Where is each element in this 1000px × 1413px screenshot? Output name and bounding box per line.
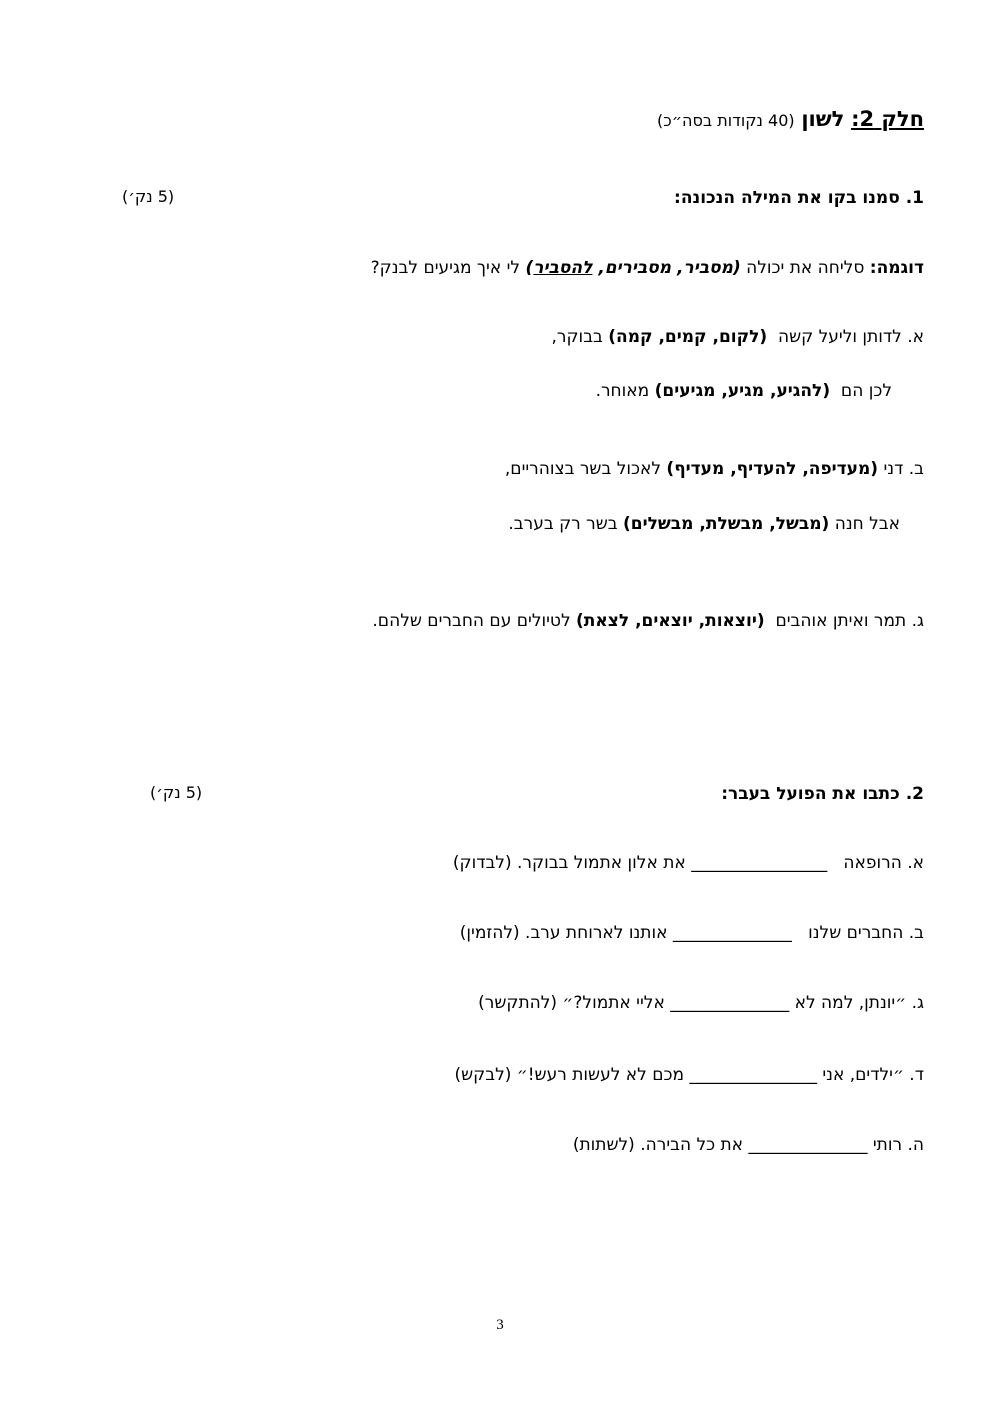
- item-options[interactable]: (לקום, קמים, קמה): [608, 327, 768, 347]
- q2-item: [455, 1064, 925, 1086]
- item-prefix: א. לדותן וליעל קשה: [778, 327, 924, 347]
- answer-blank[interactable]: ______________: [670, 993, 790, 1013]
- item-suffix: מאוחר.: [595, 381, 650, 401]
- item-suffix: אליי אתמול?״ (להתקשר): [478, 993, 665, 1013]
- item-options[interactable]: (יוצאות, יוצאים, לצאת): [576, 611, 765, 631]
- q1-points: (5 נק׳): [122, 187, 175, 206]
- item-prefix: ג. ״יונתן, למה לא: [794, 993, 924, 1013]
- section-subject: לשון: [801, 107, 845, 131]
- item-prefix: ב. דני: [883, 459, 924, 479]
- q1-item-b-line2: [508, 513, 900, 535]
- answer-blank[interactable]: _______________: [689, 1065, 817, 1085]
- q2-item: [460, 922, 924, 944]
- item-suffix: את אלון אתמול בבוקר. (לבדוק): [452, 853, 686, 873]
- q2-item: [453, 852, 924, 874]
- q1-item-a-line2: [596, 380, 892, 402]
- section-points-note: (40 נקודות בסה״כ): [657, 111, 795, 130]
- q1-example: [371, 257, 924, 279]
- q2-item: [478, 992, 924, 1014]
- example-options-open: (מסביר, מסבירים,: [592, 258, 741, 278]
- example-options-close: ): [525, 258, 534, 278]
- example-correct-option: להסביר: [533, 258, 593, 278]
- q1-item-c: [372, 610, 924, 632]
- q2-item: [573, 1134, 924, 1156]
- section-title: [657, 108, 924, 132]
- item-prefix: ה. רותי: [872, 1135, 924, 1155]
- answer-blank[interactable]: ________________: [691, 853, 828, 873]
- q2-points: (5 נק׳): [150, 783, 203, 802]
- q2-heading: 2. כתבו את הפועל בעבר:: [721, 784, 924, 804]
- item-suffix: בשר רק בערב.: [508, 514, 618, 534]
- item-prefix: ג. תמר ואיתן אוהבים: [775, 611, 924, 631]
- item-suffix: מכם לא לעשות רעש!״ (לבקש): [454, 1065, 685, 1085]
- item-options[interactable]: (מבשל, מבשלת, מבשלים): [623, 514, 830, 534]
- item-prefix: לכן הם: [840, 381, 892, 401]
- q1-item-a-line1: [552, 326, 925, 348]
- q1-item-b-line1: [505, 458, 924, 480]
- item-suffix: את כל הבירה. (לשתות): [572, 1135, 744, 1155]
- item-prefix: ד. ״ילדים, אני: [822, 1065, 924, 1085]
- item-prefix: אבל חנה: [834, 514, 900, 534]
- page-number: 3: [496, 1317, 504, 1333]
- section-colon: :: [851, 107, 860, 131]
- section-label: חלק 2: [859, 107, 924, 131]
- item-suffix: בבוקר,: [551, 327, 603, 347]
- item-suffix: אותנו לארוחת ערב. (להזמין): [459, 923, 668, 943]
- example-text-before: סליחה את יכולה: [746, 258, 865, 278]
- item-options[interactable]: (להגיע, מגיע, מגיעים): [654, 381, 831, 401]
- item-suffix: לאכול בשר בצוהריים,: [504, 459, 662, 479]
- item-options[interactable]: (מעדיפה, להעדיף, מעדיף): [666, 459, 879, 479]
- example-text-after: לי איך מגיעים לבנק?: [370, 258, 521, 278]
- answer-blank[interactable]: ______________: [748, 1135, 868, 1155]
- example-label: דוגמה:: [869, 258, 924, 278]
- item-prefix: ב. החברים שלנו: [808, 923, 924, 943]
- item-prefix: א. הרופאה: [843, 853, 924, 873]
- answer-blank[interactable]: ______________: [672, 923, 792, 943]
- item-suffix: לטיולים עם החברים שלהם.: [372, 611, 571, 631]
- q1-heading: 1. סמנו בקו את המילה הנכונה:: [674, 188, 924, 208]
